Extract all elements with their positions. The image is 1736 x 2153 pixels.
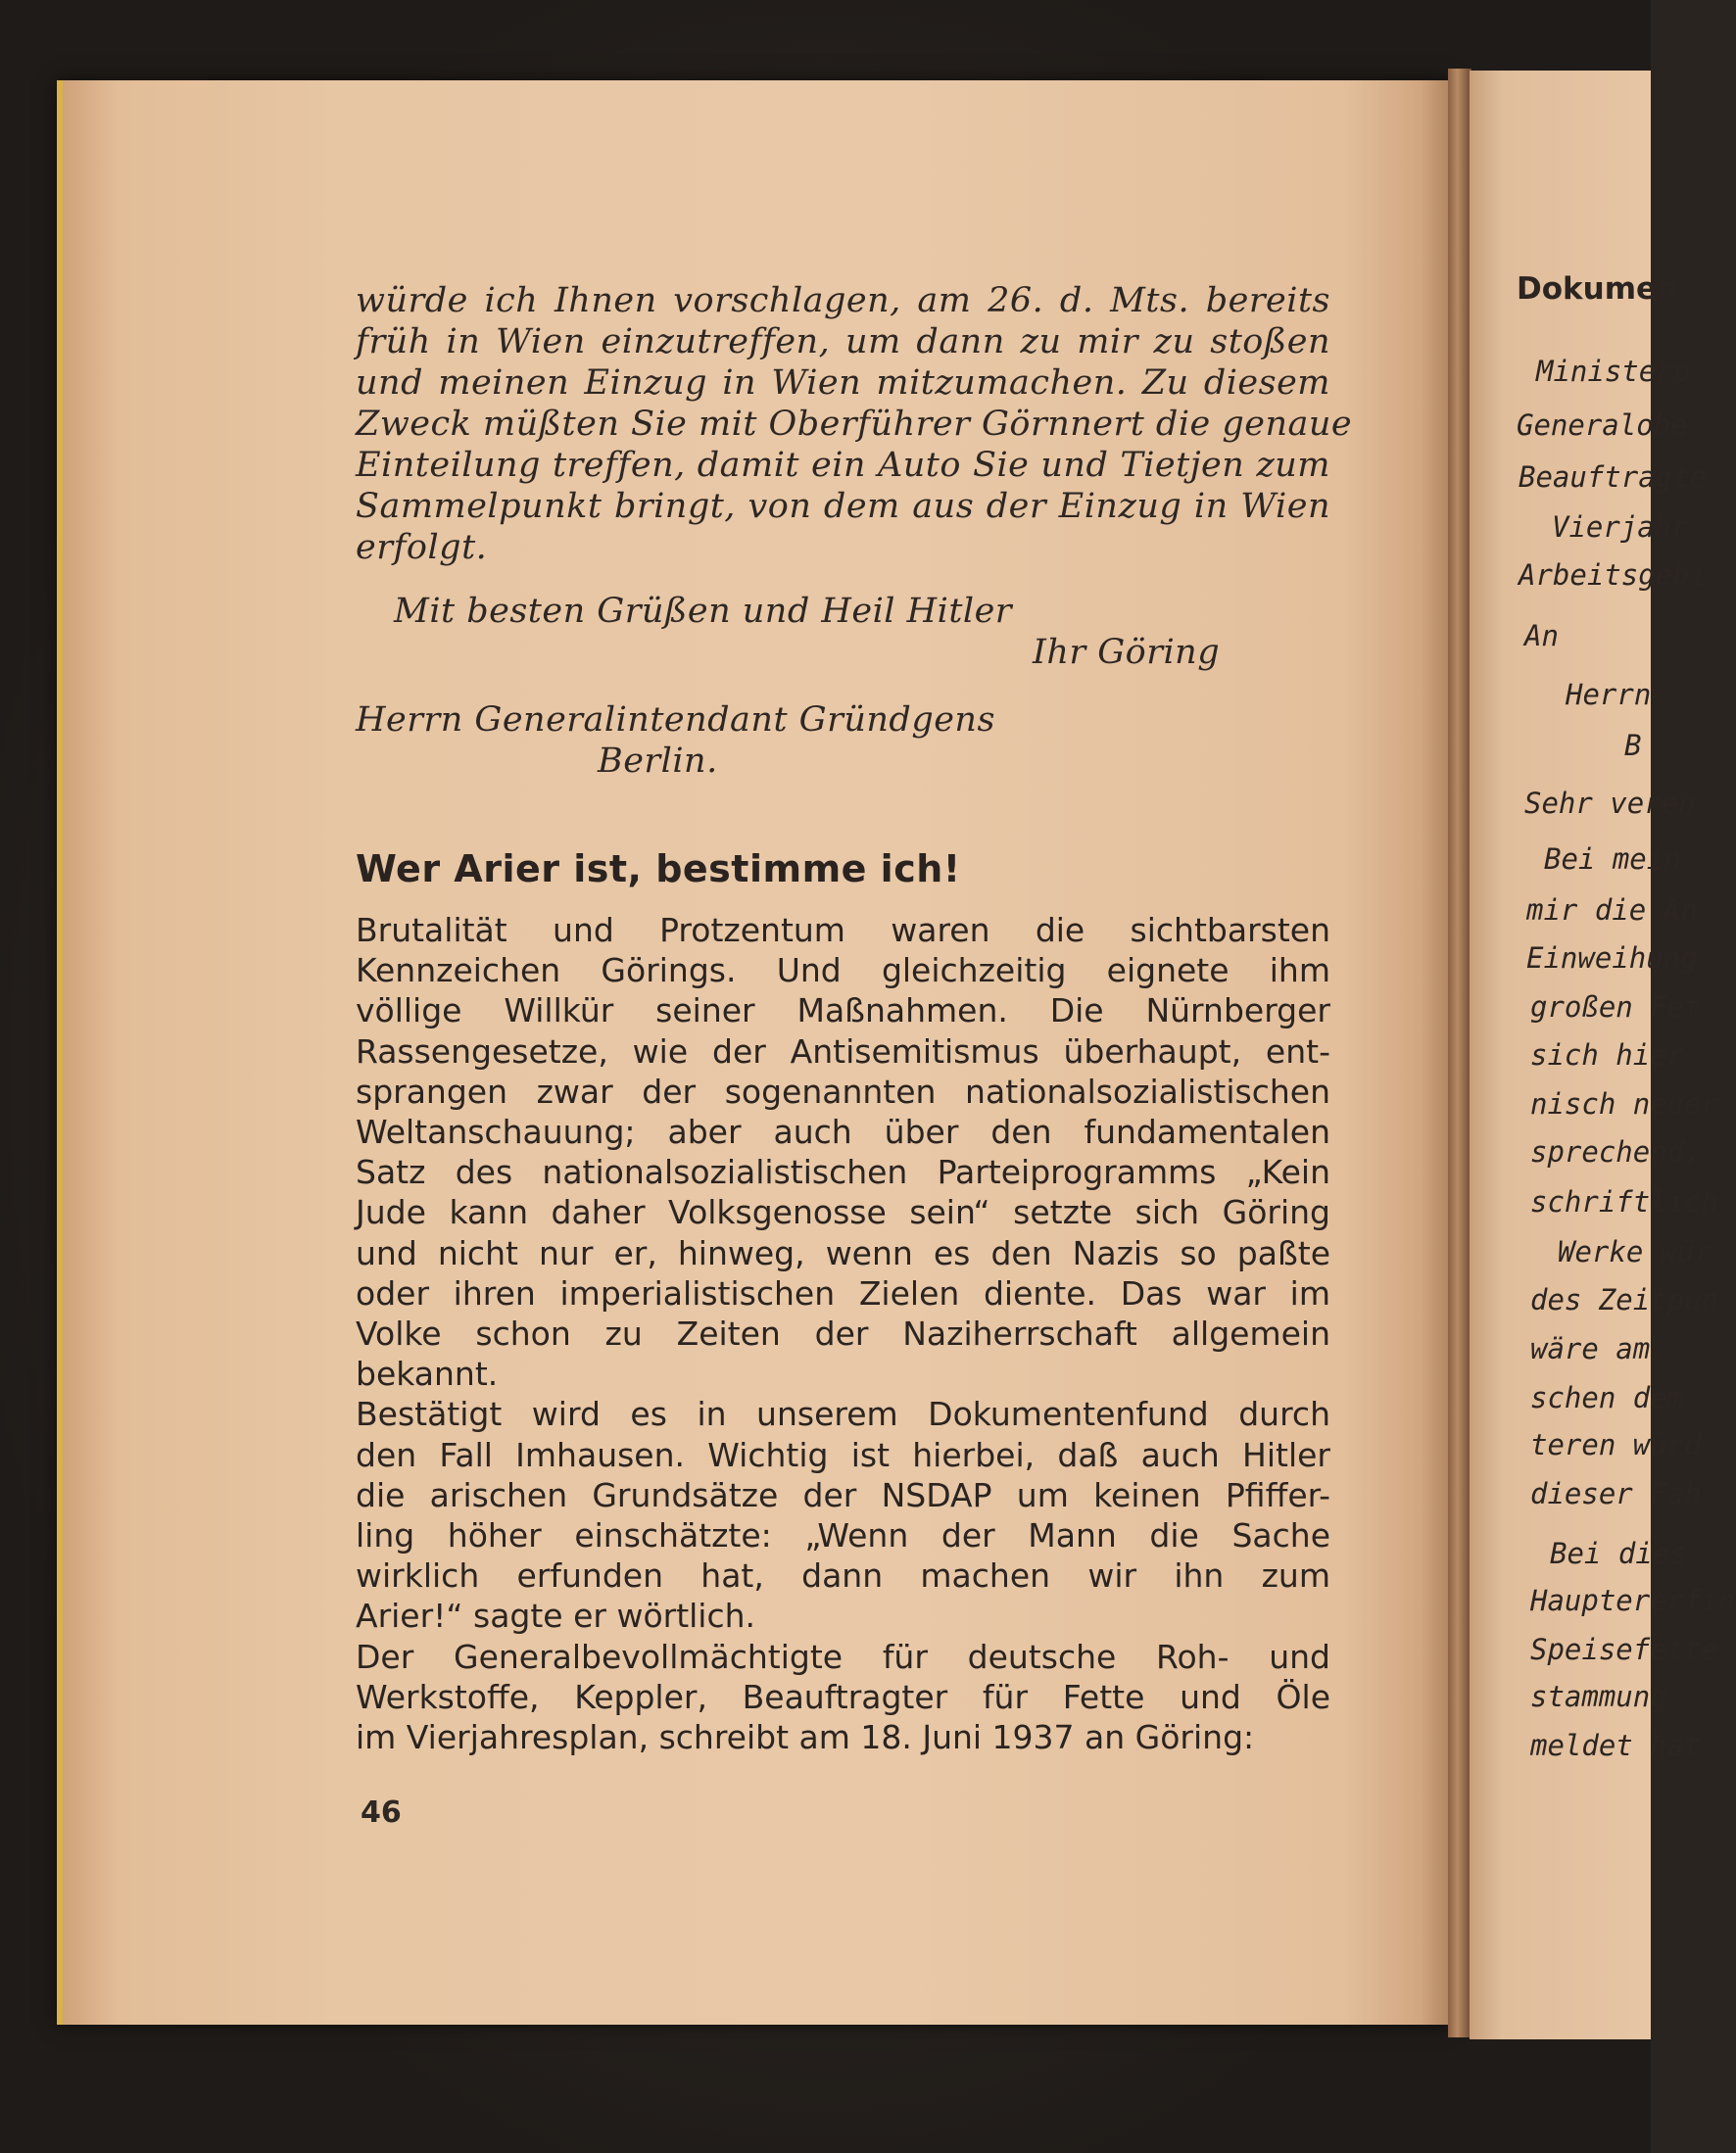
- body-text-line: im Vierjahresplan, schreibt am 18. Juni 1937 an Göring:: [356, 1718, 1255, 1756]
- right-page-text-fragment: B: [1624, 729, 1642, 762]
- body-text-line: Brutalität und Protzentum waren die sichtbarsten: [356, 911, 1330, 949]
- right-page-text-fragment: des Zeitpun: [1530, 1283, 1719, 1316]
- right-page-text-fragment: stammung: [1530, 1680, 1667, 1713]
- body-text-line: und nicht nur er, hinweg, wenn es den Nazis so paßte: [356, 1234, 1330, 1272]
- body-text-line: Volke schon zu Zeiten der Naziherrschaft allgemein: [356, 1315, 1330, 1353]
- right-page-text-fragment: Bei dies: [1550, 1537, 1687, 1570]
- body-text-line: Weltanschauung; aber auch über den fundamentalen: [356, 1113, 1330, 1151]
- body-text-line: die arischen Grundsätze der NSDAP um keinen Pfiffer-: [356, 1476, 1330, 1514]
- letter-recipient-name: Herrn Generalintendant Gründgens: [356, 700, 995, 740]
- body-text-line: Der Generalbevollmächtigte für deutsche Roh- und: [356, 1638, 1330, 1676]
- right-page-text-fragment: Werke wür: [1558, 1235, 1712, 1268]
- body-text-line: Kennzeichen Görings. Und gleichzeitig eignete ihm: [356, 951, 1330, 989]
- book-gutter: [1448, 69, 1471, 2037]
- letter-line: und meinen Einzug in Wien mitzumachen. Zu diesem: [356, 363, 1330, 403]
- body-text-line: wirklich erfunden hat, dann machen wir ihn zum: [356, 1556, 1330, 1595]
- letter-line: Einteilung treffen, damit ein Auto Sie und Tietjen zum: [356, 446, 1330, 485]
- body-text-line: oder ihren imperialistischen Zielen diente. Das war im: [356, 1274, 1330, 1313]
- right-page-text-fragment: Herrn: [1566, 678, 1652, 711]
- body-text-line: bekannt.: [356, 1355, 499, 1393]
- right-page-text-fragment: Vierjahr: [1552, 510, 1689, 544]
- letter-line: früh in Wien einzutreffen, um dann zu mir zu stoßen: [356, 322, 1330, 361]
- body-text-line: Satz des nationalsozialistischen Parteiprogramms „Kein: [356, 1153, 1330, 1191]
- letter-signature: Ihr Göring: [1033, 633, 1221, 672]
- right-page-text-fragment: meldet hat: [1530, 1729, 1702, 1762]
- right-page-text-fragment: An: [1524, 619, 1559, 652]
- letter-closing: Mit besten Grüßen und Heil Hitler: [394, 592, 1013, 631]
- right-page-text-fragment: Generalobe: [1517, 408, 1688, 442]
- right-page-text-fragment: Hauptererfin: [1530, 1584, 1736, 1617]
- letter-line: Sammelpunkt bringt, von dem aus der Einzug in Wien: [356, 487, 1330, 526]
- right-page-text-fragment: Einweihung: [1526, 941, 1698, 975]
- right-page-text-fragment: großen Fet: [1530, 990, 1702, 1024]
- right-page-text-fragment: Ministerp: [1536, 355, 1691, 388]
- right-page-text-fragment: Beauftragte: [1519, 460, 1708, 494]
- body-text-line: Werkstoffe, Keppler, Beauftragter für Fette und Öle: [356, 1678, 1330, 1716]
- page-number: 46: [361, 1795, 402, 1830]
- right-page-text-fragment: mir die An: [1526, 893, 1698, 927]
- right-page-text-fragment: dieser Fah: [1530, 1477, 1702, 1510]
- body-text-line: völlige Willkür seiner Maßnahmen. Die Nürnberger: [356, 991, 1330, 1029]
- body-text-line: sprangen zwar der sogenannten nationalsozialistischen: [356, 1073, 1330, 1111]
- right-page-text-fragment: Arbeitsgebi: [1519, 558, 1708, 592]
- letter-line: erfolgt.: [356, 528, 488, 567]
- body-text-line: ling höher einschätzte: „Wenn der Mann die Sache: [356, 1516, 1330, 1555]
- right-page: [1470, 71, 1736, 2039]
- right-page-text-fragment: Bei mein: [1544, 842, 1681, 876]
- right-page-text-fragment: schriftlich: [1530, 1185, 1719, 1219]
- letter-line: würde ich Ihnen vorschlagen, am 26. d. Mts. bereits: [356, 281, 1330, 320]
- right-page-text-fragment: Speisefette: [1530, 1633, 1719, 1666]
- body-text-line: Arier!“ sagte er wörtlich.: [356, 1597, 756, 1635]
- right-page-text-fragment: sich hier: [1530, 1038, 1685, 1072]
- right-page-text-fragment: Sehr vereh: [1524, 787, 1696, 820]
- right-page-text-fragment: wäre am: [1530, 1332, 1651, 1365]
- body-text-line: Bestätigt wird es in unserem Dokumentenfund durch: [356, 1395, 1330, 1433]
- letter-recipient-city: Berlin.: [598, 742, 718, 781]
- right-page-text-fragment: schen dem: [1530, 1381, 1685, 1414]
- section-heading: Wer Arier ist, bestimme ich!: [356, 847, 961, 890]
- right-page-heading: Dokumen: [1517, 271, 1679, 307]
- right-page-text-fragment: teren würd: [1530, 1428, 1702, 1461]
- letter-line: Zweck müßten Sie mit Oberführer Görnnert die genaue: [356, 405, 1353, 444]
- right-page-text-fragment: sprechend,: [1530, 1135, 1702, 1169]
- body-text-line: Jude kann daher Volksgenosse sein“ setzte sich Göring: [356, 1193, 1330, 1231]
- body-text-line: den Fall Imhausen. Wichtig ist hierbei, daß auch Hitler: [356, 1436, 1330, 1474]
- right-page-text-fragment: nisch neuer: [1530, 1087, 1719, 1121]
- body-text-line: Rassengesetze, wie der Antisemitismus überhaupt, ent-: [356, 1032, 1330, 1071]
